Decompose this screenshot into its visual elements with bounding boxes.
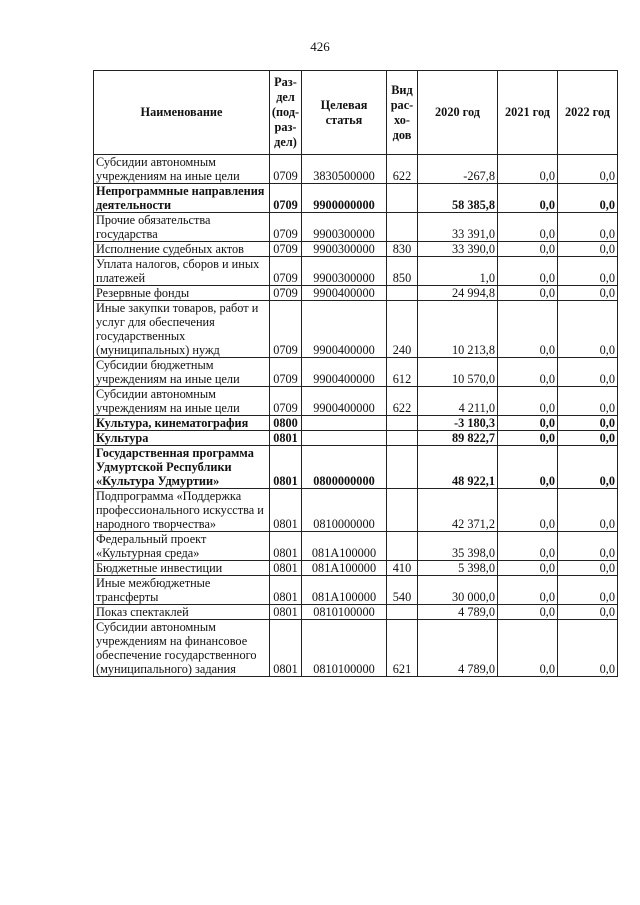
cell-expense-type: 612 (387, 358, 418, 387)
header-year-2022: 2022 год (558, 71, 618, 155)
cell-year-2021: 0,0 (498, 561, 558, 576)
cell-expense-type: 622 (387, 155, 418, 184)
cell-name: Бюджетные инвестиции (94, 561, 270, 576)
cell-name: Прочие обязательства государства (94, 213, 270, 242)
cell-target-article: 9900000000 (302, 184, 387, 213)
cell-section: 0709 (270, 242, 302, 257)
cell-target-article: 0800000000 (302, 446, 387, 489)
page-number: 426 (310, 39, 330, 54)
cell-year-2022: 0,0 (558, 213, 618, 242)
cell-section: 0709 (270, 301, 302, 358)
cell-year-2022: 0,0 (558, 301, 618, 358)
table-row (94, 257, 618, 286)
cell-year-2020: 89 822,7 (418, 431, 498, 446)
cell-target-article: 081A100000 (302, 576, 387, 605)
header-year-2020: 2020 год (418, 71, 498, 155)
cell-name: Иные межбюджетные трансферты (94, 576, 270, 605)
cell-section: 0801 (270, 446, 302, 489)
cell-year-2022: 0,0 (558, 431, 618, 446)
cell-section: 0801 (270, 532, 302, 561)
cell-year-2022: 0,0 (558, 257, 618, 286)
cell-name: Субсидии бюджетным учреждениям на иные цели (94, 358, 270, 387)
cell-section: 0800 (270, 416, 302, 431)
cell-target-article: 9900400000 (302, 301, 387, 358)
cell-year-2020: -267,8 (418, 155, 498, 184)
cell-year-2020: 33 390,0 (418, 242, 498, 257)
cell-year-2020: 24 994,8 (418, 286, 498, 301)
cell-expense-type (387, 286, 418, 301)
cell-target-article: 9900400000 (302, 286, 387, 301)
cell-year-2022: 0,0 (558, 561, 618, 576)
cell-year-2021: 0,0 (498, 155, 558, 184)
cell-year-2020: 42 371,2 (418, 489, 498, 532)
cell-year-2020: 4 211,0 (418, 387, 498, 416)
cell-expense-type (387, 416, 418, 431)
table-row (94, 561, 618, 576)
table-row (94, 184, 618, 213)
table-body (94, 155, 618, 677)
table-header-row (94, 71, 618, 155)
table-row (94, 358, 618, 387)
cell-year-2020: 4 789,0 (418, 605, 498, 620)
cell-year-2022: 0,0 (558, 358, 618, 387)
table-row (94, 620, 618, 677)
cell-expense-type: 830 (387, 242, 418, 257)
cell-year-2021: 0,0 (498, 301, 558, 358)
table-row (94, 155, 618, 184)
cell-year-2022: 0,0 (558, 576, 618, 605)
cell-year-2022: 0,0 (558, 446, 618, 489)
cell-target-article: 9900300000 (302, 257, 387, 286)
cell-target-article: 3830500000 (302, 155, 387, 184)
table-row (94, 213, 618, 242)
cell-year-2020: 58 385,8 (418, 184, 498, 213)
header-name: Наименование (94, 71, 270, 155)
cell-section: 0709 (270, 387, 302, 416)
cell-year-2020: 35 398,0 (418, 532, 498, 561)
cell-year-2021: 0,0 (498, 213, 558, 242)
cell-year-2020: 48 922,1 (418, 446, 498, 489)
cell-target-article: 9900300000 (302, 242, 387, 257)
cell-year-2022: 0,0 (558, 416, 618, 431)
cell-target-article: 0810000000 (302, 489, 387, 532)
table-row (94, 532, 618, 561)
table-row (94, 242, 618, 257)
cell-year-2022: 0,0 (558, 242, 618, 257)
cell-expense-type: 622 (387, 387, 418, 416)
cell-section: 0709 (270, 155, 302, 184)
header-target-article: Целевая статья (302, 71, 387, 155)
cell-year-2022: 0,0 (558, 605, 618, 620)
cell-section: 0709 (270, 184, 302, 213)
cell-year-2021: 0,0 (498, 489, 558, 532)
cell-name: Субсидии автономным учреждениям на иные цели (94, 155, 270, 184)
cell-year-2020: 30 000,0 (418, 576, 498, 605)
cell-year-2021: 0,0 (498, 446, 558, 489)
cell-section: 0709 (270, 286, 302, 301)
cell-year-2020: 4 789,0 (418, 620, 498, 677)
cell-expense-type: 240 (387, 301, 418, 358)
cell-year-2022: 0,0 (558, 532, 618, 561)
cell-year-2020: -3 180,3 (418, 416, 498, 431)
cell-expense-type: 850 (387, 257, 418, 286)
cell-year-2020: 5 398,0 (418, 561, 498, 576)
cell-name: Субсидии автономным учреждениям на финансовое обеспечение государственного (муниципального) задания (94, 620, 270, 677)
table-row (94, 576, 618, 605)
cell-year-2021: 0,0 (498, 431, 558, 446)
cell-year-2022: 0,0 (558, 387, 618, 416)
cell-name: Культура (94, 431, 270, 446)
cell-section: 0801 (270, 576, 302, 605)
cell-section: 0709 (270, 358, 302, 387)
cell-name: Показ спектаклей (94, 605, 270, 620)
table-row (94, 387, 618, 416)
cell-target-article: 0810100000 (302, 620, 387, 677)
cell-year-2022: 0,0 (558, 620, 618, 677)
cell-year-2020: 1,0 (418, 257, 498, 286)
cell-expense-type: 410 (387, 561, 418, 576)
cell-year-2021: 0,0 (498, 532, 558, 561)
cell-target-article (302, 431, 387, 446)
cell-year-2021: 0,0 (498, 257, 558, 286)
cell-name: Иные закупки товаров, работ и услуг для обеспечения государственных (муниципальных) нужд (94, 301, 270, 358)
cell-expense-type (387, 605, 418, 620)
cell-year-2022: 0,0 (558, 184, 618, 213)
cell-section: 0801 (270, 620, 302, 677)
header-expense-type: Вид рас-хо-дов (387, 71, 418, 155)
table-row (94, 301, 618, 358)
cell-year-2022: 0,0 (558, 489, 618, 532)
cell-year-2020: 10 213,8 (418, 301, 498, 358)
cell-name: Исполнение судебных актов (94, 242, 270, 257)
cell-name: Государственная программа Удмуртской Республики «Культура Удмуртии» (94, 446, 270, 489)
cell-year-2020: 10 570,0 (418, 358, 498, 387)
header-year-2021: 2021 год (498, 71, 558, 155)
cell-section: 0801 (270, 489, 302, 532)
cell-year-2020: 33 391,0 (418, 213, 498, 242)
cell-expense-type (387, 532, 418, 561)
cell-expense-type (387, 184, 418, 213)
cell-year-2022: 0,0 (558, 286, 618, 301)
cell-name: Культура, кинематография (94, 416, 270, 431)
table-row (94, 286, 618, 301)
cell-section: 0801 (270, 605, 302, 620)
cell-year-2021: 0,0 (498, 605, 558, 620)
cell-year-2021: 0,0 (498, 358, 558, 387)
cell-section: 0709 (270, 257, 302, 286)
cell-target-article: 9900300000 (302, 213, 387, 242)
cell-section: 0801 (270, 561, 302, 576)
cell-expense-type (387, 431, 418, 446)
cell-section: 0801 (270, 431, 302, 446)
cell-year-2021: 0,0 (498, 416, 558, 431)
cell-name: Уплата налогов, сборов и иных платежей (94, 257, 270, 286)
cell-expense-type (387, 213, 418, 242)
table-row (94, 416, 618, 431)
cell-target-article: 9900400000 (302, 358, 387, 387)
budget-table (93, 70, 618, 677)
cell-year-2021: 0,0 (498, 242, 558, 257)
cell-target-article: 9900400000 (302, 387, 387, 416)
table-row (94, 489, 618, 532)
cell-target-article: 0810100000 (302, 605, 387, 620)
cell-year-2021: 0,0 (498, 286, 558, 301)
cell-target-article (302, 416, 387, 431)
table-row (94, 446, 618, 489)
cell-year-2021: 0,0 (498, 387, 558, 416)
cell-year-2021: 0,0 (498, 184, 558, 213)
cell-target-article: 081A100000 (302, 561, 387, 576)
cell-section: 0709 (270, 213, 302, 242)
cell-name: Резервные фонды (94, 286, 270, 301)
cell-name: Федеральный проект «Культурная среда» (94, 532, 270, 561)
cell-expense-type: 540 (387, 576, 418, 605)
cell-expense-type: 621 (387, 620, 418, 677)
cell-name: Подпрограмма «Поддержка профессионального искусства и народного творчества» (94, 489, 270, 532)
cell-expense-type (387, 446, 418, 489)
cell-expense-type (387, 489, 418, 532)
cell-name: Субсидии автономным учреждениям на иные цели (94, 387, 270, 416)
cell-year-2021: 0,0 (498, 620, 558, 677)
cell-year-2022: 0,0 (558, 155, 618, 184)
table-row (94, 605, 618, 620)
cell-year-2021: 0,0 (498, 576, 558, 605)
cell-name: Непрограммные направления деятельности (94, 184, 270, 213)
header-section: Раз-дел (под-раз-дел) (270, 71, 302, 155)
table-row (94, 431, 618, 446)
cell-target-article: 081A100000 (302, 532, 387, 561)
